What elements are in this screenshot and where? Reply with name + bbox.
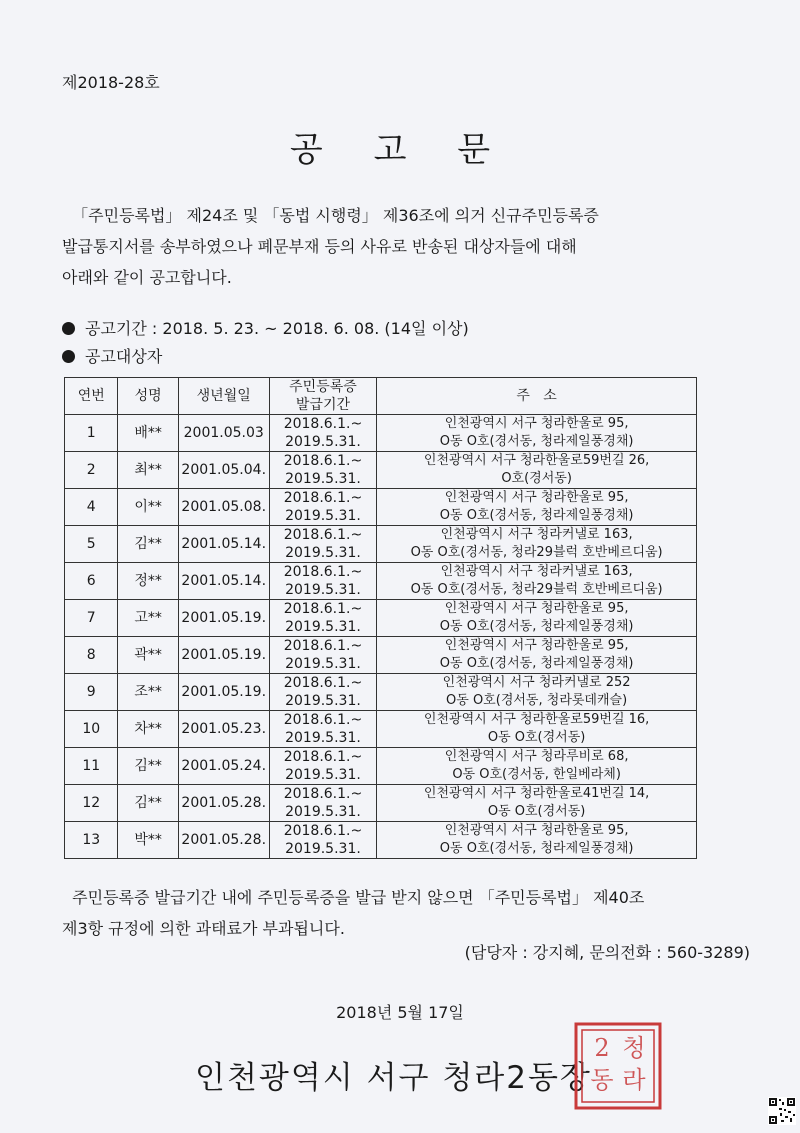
cell-address: 인천광역시 서구 청라한울로41번길 14, O동 O호(경서동): [377, 785, 697, 822]
cell-name: 김**: [118, 526, 178, 563]
cell-period: 2018.6.1.~ 2019.5.31.: [269, 748, 377, 785]
cell-birth: 2001.05.19.: [178, 600, 269, 637]
cell-birth: 2001.05.03: [178, 415, 269, 452]
cell-name: 이**: [118, 489, 178, 526]
intro-paragraph: 「주민등록법」 제24조 및 「동법 시행령」 제36조에 의거 신규주민등록증 발급통지서를 송부하였으나 폐문부재 등의 사유로 반송된 대상자들에 대해 아래와 같이 공고합니다.: [62, 206, 599, 287]
table-row: [65, 748, 697, 785]
cell-period: 2018.6.1.~ 2019.5.31.: [269, 489, 377, 526]
cell-birth: 2001.05.28.: [178, 822, 269, 859]
cell-name: 배**: [118, 415, 178, 452]
cell-no: 6: [65, 563, 118, 600]
seal-border: [576, 1024, 660, 1108]
penalty-notice: 주민등록증 발급기간 내에 주민등록증을 발급 받지 않으면 「주민등록법」 제40조 제3항 규정에 의한 과태료가 부과됩니다.: [62, 888, 645, 938]
seal-glyph: 동: [590, 1066, 614, 1094]
cell-address: 인천광역시 서구 청라루비로 68, O동 O호(경서동, 한일베라체): [377, 748, 697, 785]
document-number: 제2018-28호: [62, 73, 160, 92]
table-row: [65, 489, 697, 526]
cell-no: 4: [65, 489, 118, 526]
header-name: 성명: [118, 378, 178, 415]
cell-birth: 2001.05.19.: [178, 674, 269, 711]
header-birth: 생년월일: [178, 378, 269, 415]
cell-address: 인천광역시 서구 청라한울로 95, O동 O호(경서동, 청라제일풍경채): [377, 415, 697, 452]
cell-name: 조**: [118, 674, 178, 711]
cell-birth: 2001.05.08.: [178, 489, 269, 526]
bullet-icon: [62, 350, 75, 363]
table-row: [65, 785, 697, 822]
cell-period: 2018.6.1.~ 2019.5.31.: [269, 711, 377, 748]
cell-period: 2018.6.1.~ 2019.5.31.: [269, 637, 377, 674]
cell-period: 2018.6.1.~ 2019.5.31.: [269, 600, 377, 637]
cell-period: 2018.6.1.~ 2019.5.31.: [269, 563, 377, 600]
cell-no: 5: [65, 526, 118, 563]
cell-no: 13: [65, 822, 118, 859]
qr-code-icon: [768, 1097, 796, 1125]
cell-address: 인천광역시 서구 청라한울로 95, O동 O호(경서동, 청라제일풍경채): [377, 489, 697, 526]
cell-no: 1: [65, 415, 118, 452]
cell-birth: 2001.05.23.: [178, 711, 269, 748]
cell-name: 김**: [118, 748, 178, 785]
cell-period: 2018.6.1.~ 2019.5.31.: [269, 785, 377, 822]
document-title: 공 고 문: [289, 130, 511, 170]
table-row: [65, 822, 697, 859]
seal-glyph: 2: [594, 1034, 610, 1062]
bullet-icon: [62, 322, 75, 335]
cell-name: 차**: [118, 711, 178, 748]
table-row: [65, 563, 697, 600]
cell-address: 인천광역시 서구 청라한울로59번길 16, O동 O호(경서동): [377, 711, 697, 748]
recipients-table: [64, 377, 697, 859]
table-row: [65, 637, 697, 674]
cell-address: 인천광역시 서구 청라한울로59번길 26, O호(경서동): [377, 452, 697, 489]
table-row: [65, 600, 697, 637]
cell-no: 7: [65, 600, 118, 637]
table-row: [65, 452, 697, 489]
header-address: 주 소: [377, 378, 697, 415]
cell-name: 고**: [118, 600, 178, 637]
cell-name: 김**: [118, 785, 178, 822]
cell-birth: 2001.05.14.: [178, 563, 269, 600]
cell-period: 2018.6.1.~ 2019.5.31.: [269, 452, 377, 489]
header-no: 연번: [65, 378, 118, 415]
cell-period: 2018.6.1.~ 2019.5.31.: [269, 674, 377, 711]
cell-birth: 2001.05.28.: [178, 785, 269, 822]
table-row: [65, 674, 697, 711]
cell-address: 인천광역시 서구 청라한울로 95, O동 O호(경서동, 청라제일풍경채): [377, 600, 697, 637]
cell-name: 최**: [118, 452, 178, 489]
cell-no: 2: [65, 452, 118, 489]
seal-glyph: 청: [622, 1034, 646, 1062]
cell-birth: 2001.05.19.: [178, 637, 269, 674]
cell-no: 10: [65, 711, 118, 748]
targets-heading-text: 공고대상자: [85, 347, 163, 366]
table-header-row: [65, 378, 697, 415]
issuer-name: 인천광역시 서구 청라2동장: [195, 1060, 592, 1096]
cell-birth: 2001.05.24.: [178, 748, 269, 785]
cell-name: 정**: [118, 563, 178, 600]
cell-address: 인천광역시 서구 청라커낼로 163, O동 O호(경서동, 청라29블럭 호반베르디움): [377, 563, 697, 600]
cell-name: 곽**: [118, 637, 178, 674]
notice-period: [62, 316, 469, 339]
header-period: 주민등록증 발급기간: [269, 378, 377, 415]
cell-no: 11: [65, 748, 118, 785]
cell-address: 인천광역시 서구 청라커낼로 252 O동 O호(경서동, 청라롯데캐슬): [377, 674, 697, 711]
cell-address: 인천광역시 서구 청라한울로 95, O동 O호(경서동, 청라제일풍경채): [377, 822, 697, 859]
cell-period: 2018.6.1.~ 2019.5.31.: [269, 822, 377, 859]
cell-birth: 2001.05.14.: [178, 526, 269, 563]
cell-birth: 2001.05.04.: [178, 452, 269, 489]
cell-name: 박**: [118, 822, 178, 859]
seal-glyph: 라: [622, 1066, 646, 1094]
cell-no: 12: [65, 785, 118, 822]
cell-period: 2018.6.1.~ 2019.5.31.: [269, 526, 377, 563]
targets-heading: [62, 344, 162, 367]
cell-no: 9: [65, 674, 118, 711]
seal-glyphs: [590, 1034, 646, 1094]
contact-info: (담당자 : 강지혜, 문의전화 : 560-3289): [464, 943, 750, 962]
issue-date: 2018년 5월 17일: [336, 1003, 464, 1022]
table-row: [65, 415, 697, 452]
cell-no: 8: [65, 637, 118, 674]
table-row: [65, 711, 697, 748]
notice-period-text: 공고기간 : 2018. 5. 23. ~ 2018. 6. 08. (14일 이상): [85, 319, 469, 338]
cell-address: 인천광역시 서구 청라커낼로 163, O동 O호(경서동, 청라29블럭 호반베르디움): [377, 526, 697, 563]
cell-period: 2018.6.1.~ 2019.5.31.: [269, 415, 377, 452]
cell-address: 인천광역시 서구 청라한울로 95, O동 O호(경서동, 청라제일풍경채): [377, 637, 697, 674]
official-seal-icon: [572, 1020, 664, 1112]
table-row: [65, 526, 697, 563]
